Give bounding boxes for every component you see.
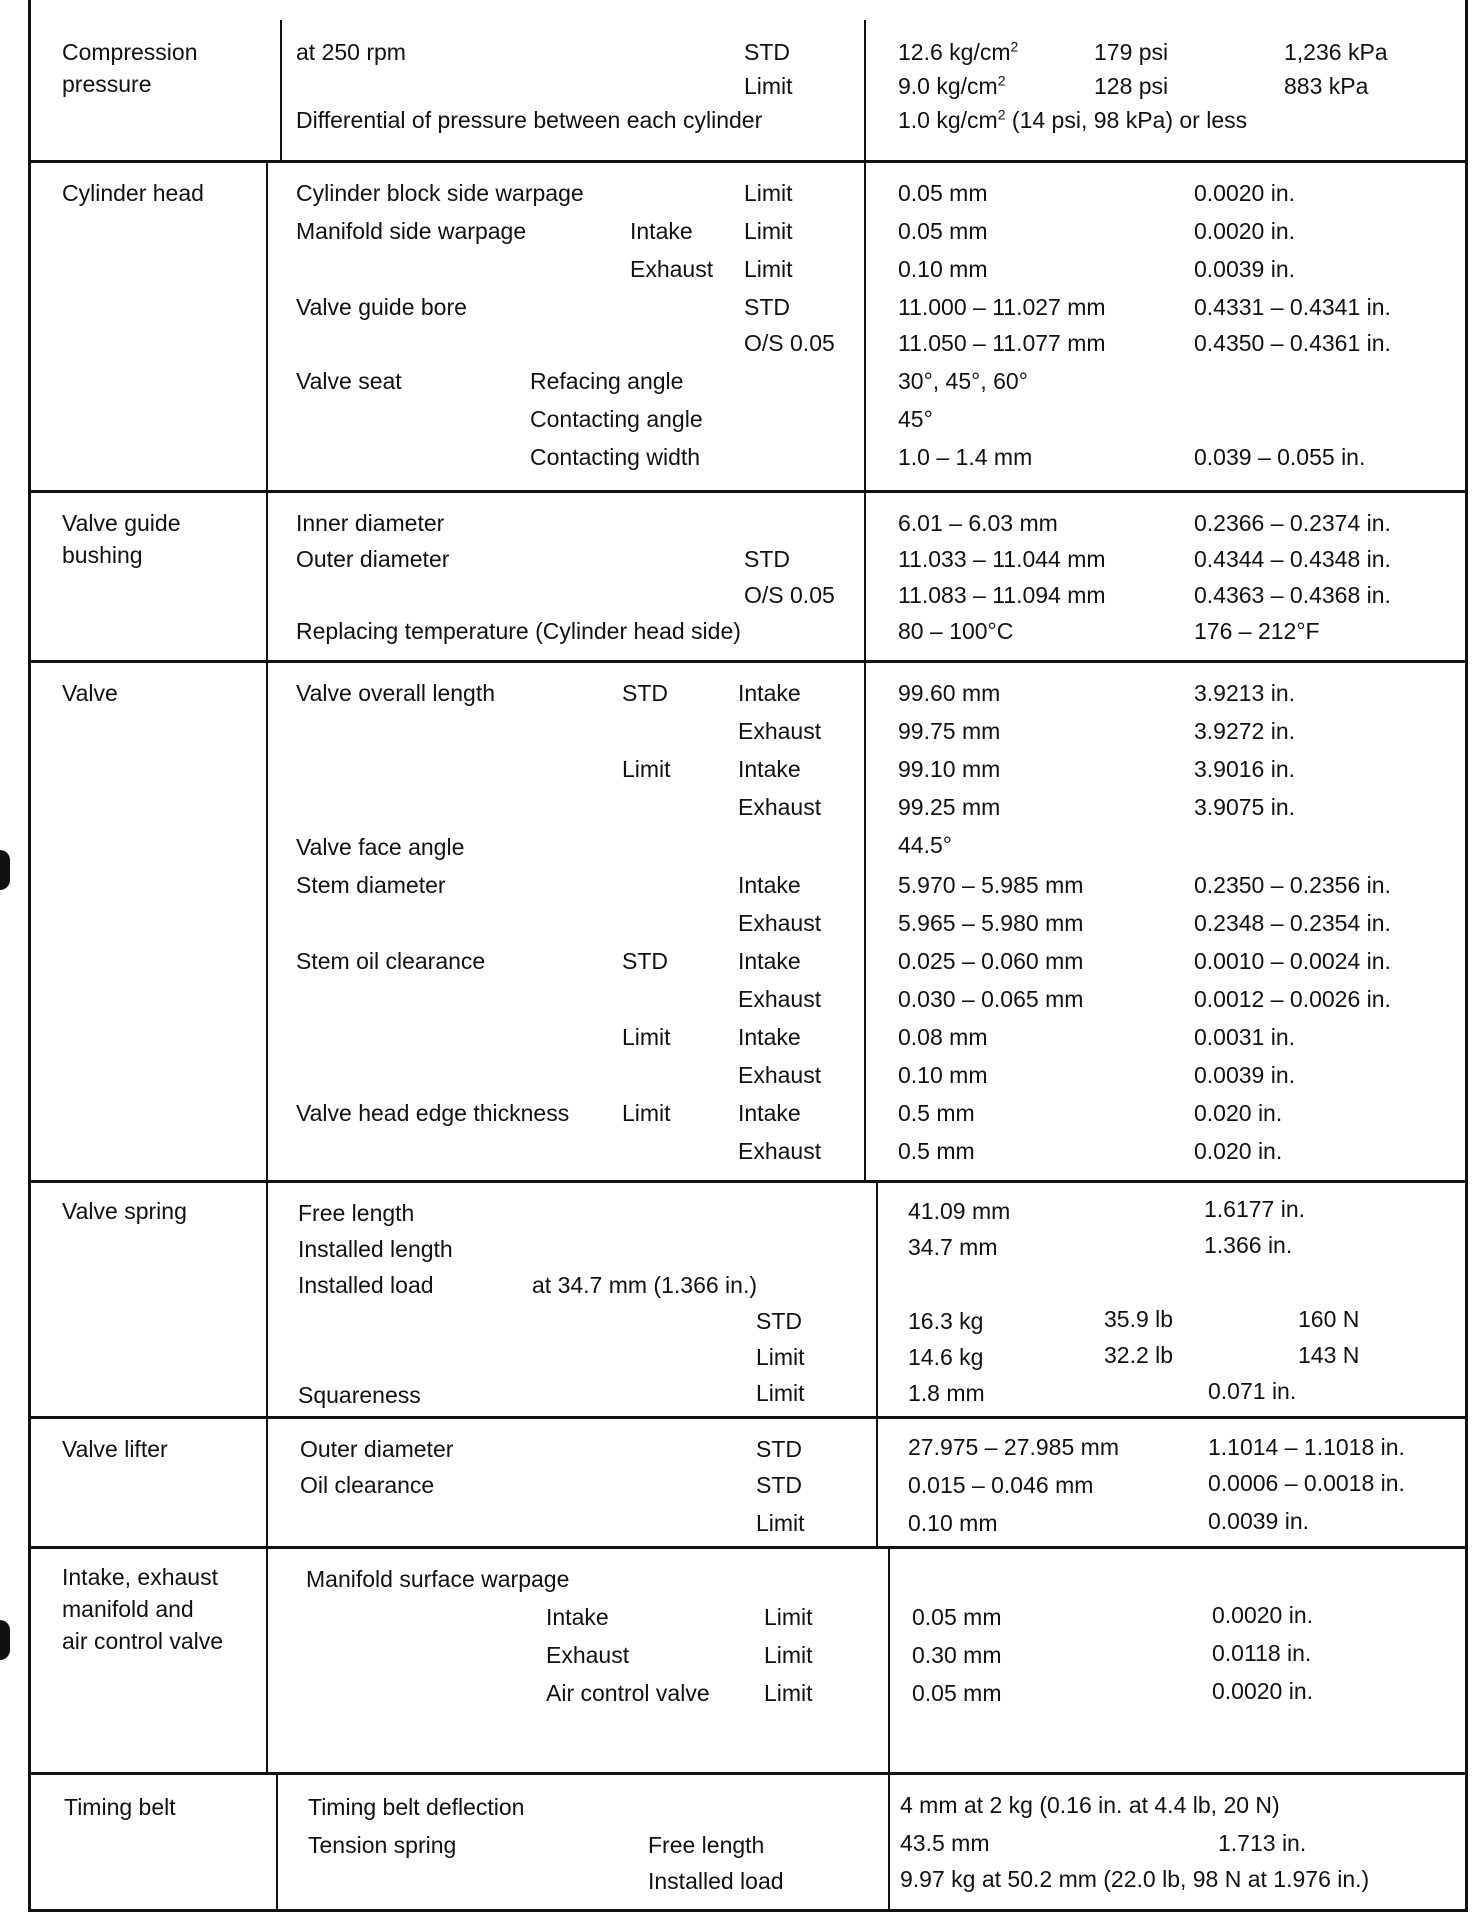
condition-label: Exhaust (738, 794, 822, 820)
condition-label: STD (744, 39, 790, 65)
spec-value: 4 mm at 2 kg (0.16 in. at 4.4 lb, 20 N) (900, 1792, 1280, 1818)
condition-label: Air control valve (546, 1680, 710, 1706)
column-divider (276, 1775, 278, 1912)
spec-value: 176 – 212°F (1194, 618, 1320, 644)
spec-value: 44.5° (898, 832, 952, 858)
condition-label: Limit (622, 1024, 671, 1050)
spec-value: 0.030 – 0.065 mm (898, 986, 1084, 1012)
spec-value: 1.6177 in. (1204, 1196, 1306, 1222)
spec-value: 0.0020 in. (1212, 1602, 1314, 1628)
spec-value: 16.3 kg (908, 1308, 984, 1334)
column-divider (266, 1419, 268, 1546)
item-label: Valve overall length (296, 680, 496, 706)
spec-value: 32.2 lb (1104, 1342, 1174, 1368)
column-divider (864, 493, 866, 660)
spec-value: 35.9 lb (1104, 1306, 1174, 1332)
spec-value: 0.4350 – 0.4361 in. (1194, 330, 1391, 356)
section-valve-guide-bushing (28, 490, 1468, 660)
condition-label: Exhaust (738, 1138, 822, 1164)
item-label: Outer diameter (300, 1436, 454, 1462)
section-label: Valve spring (62, 1198, 187, 1224)
spec-value: 5.970 – 5.985 mm (898, 872, 1084, 898)
condition-label: Refacing angle (530, 368, 684, 394)
spec-value: 160 N (1298, 1306, 1360, 1332)
item-label: Inner diameter (296, 510, 445, 536)
spec-value: 30°, 45°, 60° (898, 368, 1028, 394)
item-label: Manifold side warpage (296, 218, 527, 244)
condition-label: Intake (738, 680, 801, 706)
spec-value: 3.9075 in. (1194, 794, 1296, 820)
condition-label: STD (756, 1436, 802, 1462)
spec-value: 0.5 mm (898, 1138, 975, 1164)
item-label: Installed load (298, 1272, 434, 1298)
item-label: Free length (298, 1200, 415, 1226)
condition-label: at 34.7 mm (1.366 in.) (532, 1272, 757, 1298)
condition-label: Intake (738, 1100, 801, 1126)
spec-value: 0.4344 – 0.4348 in. (1194, 546, 1391, 572)
column-divider (266, 493, 268, 660)
spec-value: 0.2348 – 0.2354 in. (1194, 910, 1391, 936)
spec-value: 0.5 mm (898, 1100, 975, 1126)
condition-label: Limit (756, 1344, 805, 1370)
item-label: Valve face angle (296, 834, 465, 860)
condition-label: Limit (764, 1604, 813, 1630)
spec-value: 11.083 – 11.094 mm (898, 582, 1106, 608)
condition-label: STD (756, 1308, 802, 1334)
condition-label: O/S 0.05 (744, 330, 835, 356)
condition-label: Limit (622, 1100, 671, 1126)
spec-value: 0.10 mm (898, 1062, 988, 1088)
condition-label: STD (744, 294, 790, 320)
column-divider (876, 1419, 878, 1546)
condition-label: Exhaust (630, 256, 714, 282)
condition-label: Limit (744, 180, 793, 206)
spec-value: 1.8 mm (908, 1380, 985, 1406)
section-label: Intake, exhaust (62, 1564, 218, 1590)
spec-value: 0.0006 – 0.0018 in. (1208, 1470, 1405, 1496)
spec-value: 0.08 mm (898, 1024, 988, 1050)
spec-value: 0.039 – 0.055 in. (1194, 444, 1366, 470)
spec-value: 9.0 $kg/cm^2$ (898, 72, 1006, 99)
binding-hole-mark (0, 850, 10, 890)
spec-value: 179 psi (1094, 39, 1169, 65)
section-label: Valve guide (62, 510, 181, 536)
spec-value: 0.0031 in. (1194, 1024, 1296, 1050)
item-label: Oil clearance (300, 1472, 435, 1498)
spec-value: 0.30 mm (912, 1642, 1002, 1668)
condition-label: Intake (738, 756, 801, 782)
spec-value: 6.01 – 6.03 mm (898, 510, 1058, 536)
condition-label: Intake (738, 948, 801, 974)
item-label: Replacing temperature (Cylinder head side) (296, 618, 741, 644)
item-label: Squareness (298, 1382, 421, 1408)
item-label: Valve guide bore (296, 294, 467, 320)
spec-value: 1.713 in. (1218, 1830, 1307, 1856)
spec-value: 0.0010 – 0.0024 in. (1194, 948, 1391, 974)
column-divider (266, 163, 268, 490)
item-label: Manifold surface warpage (306, 1566, 570, 1592)
spec-value: 883 kPa (1284, 73, 1369, 99)
condition-label: Limit (744, 256, 793, 282)
column-divider (876, 1183, 878, 1416)
spec-value: 0.0012 – 0.0026 in. (1194, 986, 1391, 1012)
spec-value: 9.97 kg at 50.2 mm (22.0 lb, 98 N at 1.976 in.) (900, 1866, 1370, 1892)
column-divider (280, 20, 282, 160)
condition-label: Intake (738, 872, 801, 898)
column-divider (864, 163, 866, 490)
spec-value: 45° (898, 406, 933, 432)
spec-value: 3.9272 in. (1194, 718, 1296, 744)
spec-value: 43.5 mm (900, 1830, 990, 1856)
condition-label: Exhaust (738, 986, 822, 1012)
spec-value: 0.05 mm (912, 1680, 1002, 1706)
spec-value: 1.366 in. (1204, 1232, 1293, 1258)
condition-label: Limit (744, 218, 793, 244)
item-label: Differential of pressure between each cylinder (296, 107, 763, 133)
column-divider (888, 1549, 890, 1772)
item-label: Cylinder block side warpage (296, 180, 584, 206)
spec-value: 0.020 in. (1194, 1138, 1283, 1164)
condition-label: Exhaust (738, 1062, 822, 1088)
condition-label: O/S 0.05 (744, 582, 835, 608)
condition-label: Limit (764, 1642, 813, 1668)
section-label: Compression (62, 39, 198, 65)
item-label: Tension spring (308, 1832, 457, 1858)
spec-value: 1.0 $kg/cm^2$ (14 psi, 98 kPa) or less (898, 106, 1248, 133)
item-label: Valve head edge thickness (296, 1100, 570, 1126)
condition-label: Exhaust (738, 910, 822, 936)
condition-label: Limit (764, 1680, 813, 1706)
spec-value: 1.1014 – 1.1018 in. (1208, 1434, 1405, 1460)
condition-label: Limit (756, 1510, 805, 1536)
item-label: Stem oil clearance (296, 948, 486, 974)
section-label: manifold and (62, 1596, 194, 1622)
condition-label: Limit (622, 756, 671, 782)
spec-value: 0.10 mm (898, 256, 988, 282)
section-label: bushing (62, 542, 143, 568)
spec-value: 0.0039 in. (1194, 1062, 1296, 1088)
condition-label: Intake (738, 1024, 801, 1050)
column-divider (266, 1183, 268, 1416)
spec-value: 128 psi (1094, 73, 1169, 99)
section-manifold (28, 1546, 1468, 1772)
condition-label: Limit (744, 73, 793, 99)
spec-value: 14.6 kg (908, 1344, 984, 1370)
section-valve-lifter (28, 1416, 1468, 1546)
spec-value: 0.015 – 0.046 mm (908, 1472, 1094, 1498)
spec-value: 0.0020 in. (1194, 218, 1296, 244)
spec-value: 5.965 – 5.980 mm (898, 910, 1084, 936)
section-label: Valve lifter (62, 1436, 168, 1462)
spec-value: 0.10 mm (908, 1510, 998, 1536)
spec-value: 0.0039 in. (1208, 1508, 1310, 1534)
spec-value: 143 N (1298, 1342, 1360, 1368)
spec-value: 0.025 – 0.060 mm (898, 948, 1084, 974)
condition-label: Free length (648, 1832, 765, 1858)
column-divider (266, 663, 268, 1180)
spec-value: 99.75 mm (898, 718, 1001, 744)
section-cylinder-head (28, 160, 1468, 490)
condition-label: STD (622, 680, 668, 706)
spec-value: 12.6 $kg/cm^2$ (898, 38, 1019, 65)
spec-value: 80 – 100°C (898, 618, 1014, 644)
column-divider (864, 663, 866, 1180)
spec-value: 3.9016 in. (1194, 756, 1296, 782)
section-label: Cylinder head (62, 180, 204, 206)
binding-hole-mark (0, 1620, 10, 1660)
column-divider (864, 20, 866, 160)
spec-value: 0.05 mm (912, 1604, 1002, 1630)
spec-value: 99.60 mm (898, 680, 1001, 706)
item-label: Outer diameter (296, 546, 450, 572)
condition-label: Contacting angle (530, 406, 703, 432)
item-label: Stem diameter (296, 872, 446, 898)
spec-value: 0.0039 in. (1194, 256, 1296, 282)
condition-label: Exhaust (738, 718, 822, 744)
section-label: air control valve (62, 1628, 224, 1654)
spec-value: 0.0020 in. (1212, 1678, 1314, 1704)
section-compression-pressure (28, 20, 1468, 160)
spec-value: 99.25 mm (898, 794, 1001, 820)
condition-label: Limit (756, 1380, 805, 1406)
spec-value: 11.000 – 11.027 mm (898, 294, 1106, 320)
column-divider (266, 1549, 268, 1772)
condition-label: STD (744, 546, 790, 572)
condition-label: Exhaust (546, 1642, 630, 1668)
spec-value: 11.033 – 11.044 mm (898, 546, 1106, 572)
spec-value: 11.050 – 11.077 mm (898, 330, 1106, 356)
spec-value: 0.4363 – 0.4368 in. (1194, 582, 1391, 608)
spec-value: 0.05 mm (898, 180, 988, 206)
spec-value: 3.9213 in. (1194, 680, 1296, 706)
spec-value: 0.0118 in. (1212, 1640, 1312, 1666)
spec-value: 0.05 mm (898, 218, 988, 244)
section-valve-spring (28, 1180, 1468, 1416)
spec-value: 1,236 kPa (1284, 39, 1388, 65)
spec-value: 34.7 mm (908, 1234, 998, 1260)
condition-label: Intake (630, 218, 693, 244)
spec-value: 1.0 – 1.4 mm (898, 444, 1033, 470)
column-divider (888, 1775, 890, 1912)
spec-value: 0.071 in. (1208, 1378, 1297, 1404)
spec-value: 41.09 mm (908, 1198, 1011, 1224)
condition-label: Installed load (648, 1868, 784, 1894)
condition-label: Intake (546, 1604, 609, 1630)
spec-value: 99.10 mm (898, 756, 1001, 782)
spec-value: 0.2350 – 0.2356 in. (1194, 872, 1391, 898)
item-label: Valve seat (296, 368, 402, 394)
section-label: pressure (62, 71, 152, 97)
section-label: Valve (62, 680, 118, 706)
spec-value: 0.4331 – 0.4341 in. (1194, 294, 1391, 320)
item-label: Timing belt deflection (308, 1794, 525, 1820)
section-timing-belt (28, 1772, 1468, 1912)
condition-label: Contacting width (530, 444, 701, 470)
condition-label: STD (622, 948, 668, 974)
section-label: Timing belt (64, 1794, 176, 1820)
spec-value: 0.0020 in. (1194, 180, 1296, 206)
spec-value: 27.975 – 27.985 mm (908, 1434, 1119, 1460)
section-valve (28, 660, 1468, 1180)
item-label: at 250 rpm (296, 39, 406, 65)
item-label: Installed length (298, 1236, 453, 1262)
condition-label: STD (756, 1472, 802, 1498)
spec-value: 0.020 in. (1194, 1100, 1283, 1126)
spec-value: 0.2366 – 0.2374 in. (1194, 510, 1391, 536)
